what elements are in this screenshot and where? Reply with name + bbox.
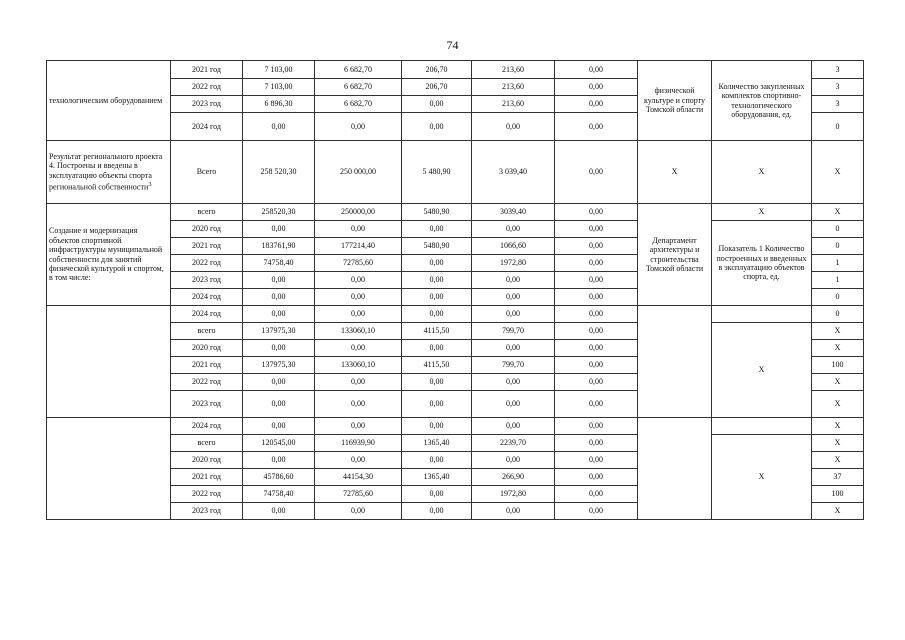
value-cell: 0,00 [402,503,472,520]
year-cell: 2023 год [171,96,243,113]
indicator-name-cell: Показатель 1 Количество построенных и введенных в эксплуатацию объектов спорта, ед. [712,221,812,306]
indicator-value-cell: 0 [812,113,864,141]
value-cell: 5480,90 [402,204,472,221]
year-cell: 2022 год [171,255,243,272]
indicator-name-cell: X [712,323,812,418]
value-cell: 0,00 [555,357,638,374]
indicator-value-cell: 3 [812,96,864,113]
indicator-value-cell: X [812,340,864,357]
indicator-value-cell: 37 [812,469,864,486]
indicator-value-cell: 100 [812,486,864,503]
year-cell: 2023 год [171,391,243,418]
value-cell: 0,00 [243,289,315,306]
value-cell: 137975,30 [243,323,315,340]
value-cell: 120545,00 [243,435,315,452]
value-cell: 72785,60 [315,255,402,272]
indicator-value-cell: 3 [812,61,864,79]
row-name: Создание и модернизация объектов спортивной инфраструктуры муниципальной собственности для занятий физической культурой и спортом, в том числе: [47,204,171,306]
responsible-cell: Департамент архитектуры и строительства Томской области [638,204,712,306]
indicator-value-cell: X [812,418,864,435]
indicator-name-cell: X [712,435,812,520]
value-cell: 799,70 [472,357,555,374]
value-cell: 0,00 [472,503,555,520]
value-cell: 74758,40 [243,486,315,503]
value-cell: 0,00 [243,306,315,323]
value-cell: 0,00 [402,289,472,306]
indicator-value-cell: X [812,452,864,469]
year-cell: 2022 год [171,486,243,503]
value-cell: 1365,40 [402,469,472,486]
value-cell: 0,00 [243,452,315,469]
value-cell: 0,00 [243,340,315,357]
footnote-mark: 3 [148,181,152,189]
value-cell: 0,00 [243,221,315,238]
value-cell: 0,00 [555,113,638,141]
value-cell: 799,70 [472,323,555,340]
table-row [47,204,864,221]
responsible-cell: X [638,141,712,204]
indicator-value-cell: 1 [812,272,864,289]
indicator-value-cell: X [812,204,864,221]
indicator-value-cell: 0 [812,306,864,323]
responsible-cell: физической культуре и спорту Томской области [638,61,712,141]
value-cell: 206,70 [402,79,472,96]
value-cell: 6 682,70 [315,79,402,96]
value-cell: 0,00 [555,272,638,289]
year-cell: 2021 год [171,61,243,79]
value-cell: 0,00 [472,272,555,289]
value-cell: 1972,80 [472,255,555,272]
value-cell: 0,00 [315,113,402,141]
value-cell: 4115,50 [402,323,472,340]
value-cell: 0,00 [472,306,555,323]
value-cell: 0,00 [555,435,638,452]
value-cell: 0,00 [472,289,555,306]
table-row [47,306,864,323]
value-cell: 0,00 [402,221,472,238]
value-cell: 206,70 [402,61,472,79]
value-cell: 0,00 [315,452,402,469]
value-cell: 0,00 [315,503,402,520]
value-cell: 74758,40 [243,255,315,272]
value-cell: 4115,50 [402,357,472,374]
value-cell: 0,00 [555,238,638,255]
year-cell: 2022 год [171,79,243,96]
row-name: Результат регионального проекта 4. Построены и введены в эксплуатацию объекты спорта региональной собственности$^3$ [47,141,171,204]
value-cell: 7 103,00 [243,79,315,96]
year-cell: 2021 год [171,357,243,374]
year-cell: всего [171,435,243,452]
value-cell: 0,00 [555,306,638,323]
responsible-cell [638,418,712,520]
value-cell: 0,00 [402,418,472,435]
value-cell: 250000,00 [315,204,402,221]
value-cell: 0,00 [555,221,638,238]
value-cell: 0,00 [555,141,638,204]
year-cell: 2020 год [171,221,243,238]
value-cell: 0,00 [555,323,638,340]
indicator-value-cell: X [812,503,864,520]
value-cell: 0,00 [555,61,638,79]
value-cell: 0,00 [402,374,472,391]
value-cell: 0,00 [315,289,402,306]
value-cell: 0,00 [402,96,472,113]
value-cell: 5480,90 [402,238,472,255]
indicator-name-cell: X [712,204,812,221]
value-cell: 6 896,30 [243,96,315,113]
value-cell: 0,00 [555,204,638,221]
responsible-cell [638,306,712,418]
value-cell: 6 682,70 [315,96,402,113]
year-cell: 2020 год [171,340,243,357]
indicator-value-cell: X [812,141,864,204]
value-cell: 44154,30 [315,469,402,486]
indicator-value-cell: 0 [812,238,864,255]
value-cell: 0,00 [402,486,472,503]
value-cell: 6 682,70 [315,61,402,79]
value-cell: 0,00 [472,374,555,391]
value-cell: 213,60 [472,61,555,79]
value-cell: 0,00 [555,289,638,306]
value-cell: 3 039,40 [472,141,555,204]
value-cell: 0,00 [555,255,638,272]
row-name [47,418,171,520]
indicator-value-cell: 100 [812,357,864,374]
year-cell: 2024 год [171,113,243,141]
value-cell: 183761,90 [243,238,315,255]
indicator-name-cell: Количество закупленных комплектов спортивно-технологического оборудования, ед. [712,61,812,141]
value-cell: 0,00 [402,391,472,418]
value-cell: 72785,60 [315,486,402,503]
value-cell: 0,00 [402,272,472,289]
value-cell: 0,00 [402,340,472,357]
value-cell: 0,00 [555,79,638,96]
value-cell: 0,00 [243,503,315,520]
value-cell: 5 480,90 [402,141,472,204]
value-cell: 0,00 [243,374,315,391]
value-cell: 266,90 [472,469,555,486]
year-cell: 2021 год [171,469,243,486]
year-cell: 2023 год [171,503,243,520]
value-cell: 0,00 [315,306,402,323]
value-cell: 0,00 [555,418,638,435]
budget-table [46,60,864,520]
value-cell: 45786,60 [243,469,315,486]
indicator-value-cell: X [812,391,864,418]
table-row [47,418,864,435]
value-cell: 213,60 [472,79,555,96]
value-cell: 0,00 [555,503,638,520]
value-cell: 0,00 [315,418,402,435]
year-cell: 2023 год [171,272,243,289]
indicator-name-cell: X [712,141,812,204]
year-cell: 2020 год [171,452,243,469]
year-cell: 2024 год [171,306,243,323]
value-cell: 0,00 [402,452,472,469]
indicator-value-cell: X [812,374,864,391]
indicator-value-cell: 1 [812,255,864,272]
value-cell: 0,00 [472,391,555,418]
value-cell: 0,00 [472,113,555,141]
value-cell: 0,00 [472,340,555,357]
value-cell: 0,00 [555,374,638,391]
year-cell: 2022 год [171,374,243,391]
value-cell: 2239,70 [472,435,555,452]
value-cell: 1972,80 [472,486,555,503]
value-cell: 7 103,00 [243,61,315,79]
value-cell: 0,00 [315,374,402,391]
row-name [47,306,171,418]
indicator-value-cell: X [812,435,864,452]
value-cell: 1365,40 [402,435,472,452]
year-cell: всего [171,204,243,221]
indicator-value-cell: 0 [812,289,864,306]
value-cell: 0,00 [243,418,315,435]
value-cell: 0,00 [555,96,638,113]
value-cell: 213,60 [472,96,555,113]
value-cell: 3039,40 [472,204,555,221]
row-name: технологическим оборудованием [47,61,171,141]
value-cell: 0,00 [555,340,638,357]
value-cell: 0,00 [243,272,315,289]
value-cell: 0,00 [243,113,315,141]
value-cell: 133060,10 [315,357,402,374]
value-cell: 116939,90 [315,435,402,452]
year-cell: Всего [171,141,243,204]
value-cell: 0,00 [243,391,315,418]
indicator-name-cell [712,418,812,435]
value-cell: 133060,10 [315,323,402,340]
table-row [47,141,864,204]
value-cell: 0,00 [315,340,402,357]
value-cell: 258520,30 [243,204,315,221]
value-cell: 0,00 [315,391,402,418]
value-cell: 0,00 [315,272,402,289]
year-cell: 2021 год [171,238,243,255]
year-cell: всего [171,323,243,340]
indicator-value-cell: X [812,323,864,340]
page-number: 74 [446,38,459,52]
value-cell: 0,00 [472,418,555,435]
value-cell: 1066,60 [472,238,555,255]
value-cell: 0,00 [555,469,638,486]
value-cell: 0,00 [555,452,638,469]
year-cell: 2024 год [171,418,243,435]
year-cell: 2024 год [171,289,243,306]
value-cell: 250 000,00 [315,141,402,204]
value-cell: 0,00 [472,221,555,238]
value-cell: 0,00 [402,255,472,272]
value-cell: 0,00 [315,221,402,238]
value-cell: 0,00 [555,391,638,418]
indicator-value-cell: 0 [812,221,864,238]
value-cell: 0,00 [402,113,472,141]
value-cell: 0,00 [402,306,472,323]
indicator-name-cell [712,306,812,323]
indicator-value-cell: 3 [812,79,864,96]
value-cell: 0,00 [555,486,638,503]
value-cell: 137975,30 [243,357,315,374]
value-cell: 258 520,30 [243,141,315,204]
value-cell: 177214,40 [315,238,402,255]
value-cell: 0,00 [472,452,555,469]
table-row [47,61,864,79]
